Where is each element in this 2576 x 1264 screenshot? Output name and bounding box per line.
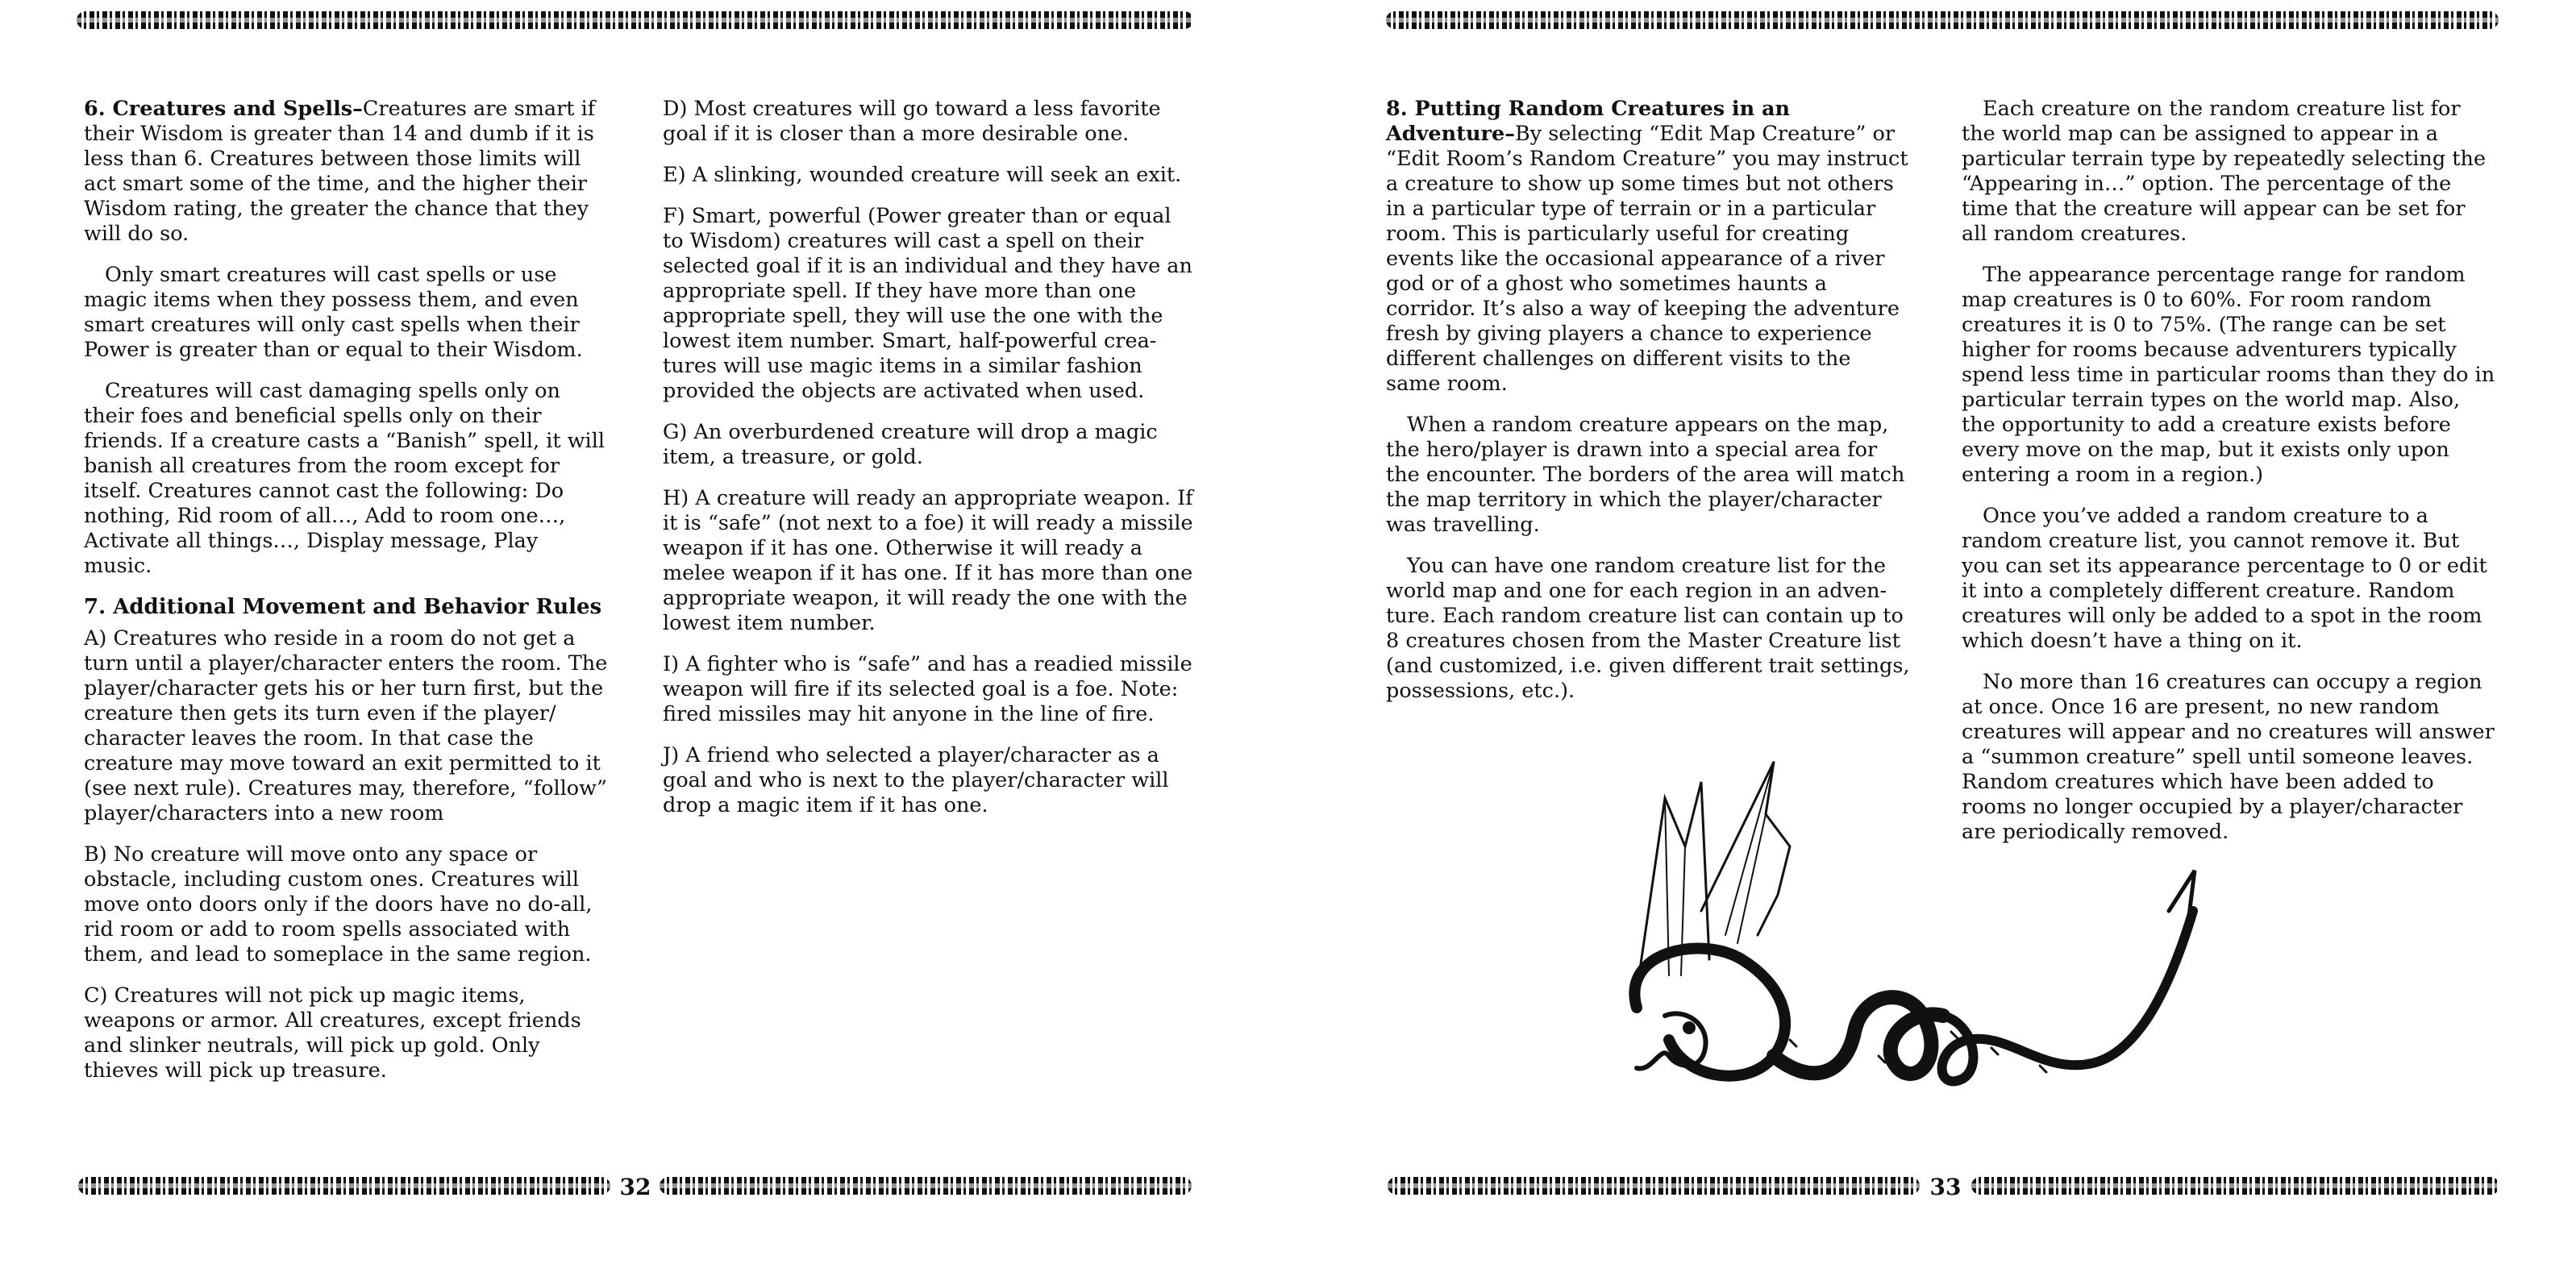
section-6-paragraph-1: 6. Creatures and Spells–Creatures are smart if their Wisdom is greater than 14 and dumb if it is less than 6. Creatures between those limits will act smart some of the time, and the higher their Wisdom rating, the greater the chance that they will do so. [84, 97, 596, 246]
rule-g: G) An overburdened creature will drop a magic item, a treasure, or gold. [663, 420, 1158, 469]
decorative-border-top [1386, 11, 2499, 29]
decorative-border-top [77, 11, 1193, 29]
rule-i: I) A fighter who is “safe” and has a readied missile weapon will fire if its selected goal is a foe. Note: fired missiles may hit anyone in the line of fire. [663, 652, 1192, 726]
random-list-paragraph-4: No more than 16 creatures can occupy a region at once. Once 16 are present, no new random creatures will appear and no creatures will answer a “summon creature” spell until someone leaves. Random creatures which have been added to rooms no longer occupied by a player/character are periodically removed. [1962, 670, 2495, 844]
rule-d: D) Most creatures will go toward a less favorite goal if it is closer than a more desirable one. [663, 97, 1161, 146]
page-number: 33 [1929, 1174, 1962, 1200]
section-6-paragraph-2: Only smart creatures will cast spells or use magic items when they possess them, and even smart creatures will only cast spells when their Power is greater than or equal to their Wisdom. [84, 263, 583, 362]
section-6-paragraph-3: Creatures will cast damaging spells only on their foes and beneficial spells only on their friends. If a creature casts a “Banish” spell, it will banish all creatures from the room except for itself. Creatures cannot cast the following: Do nothing, Rid room of all…, Add to room one…, Activate all things…, Display message, Play music. [84, 379, 606, 578]
rule-b: B) No creature will move onto any space or obstacle, including custom ones. Creatures will move onto doors only if the doors have no do-all, rid room or add to room spells associated with them, and lead to someplace in the same region. [84, 842, 593, 967]
rule-c: C) Creatures will not pick up magic items, weapons or armor. All creatures, except friends and slinker neutrals, will pick up gold. Only thieves will pick up treasure. [84, 983, 581, 1083]
random-list-paragraph-1: Each creature on the random creature list for the world map can be assigned to appear in a particular terrain type by repeatedly selecting the “Appearing in…” option. The percentage of the time that the creature will appear can be set for all random creatures. [1962, 97, 2487, 246]
decorative-border-bottom-left [78, 1177, 610, 1195]
right-column-2 [1962, 97, 2495, 861]
section-6-heading: 6. Creatures and Spells [84, 97, 353, 121]
random-list-paragraph-2: The appearance percentage range for random map creatures is 0 to 60%. For room random creatures it is 0 to 75%. (The range can be set higher for rooms because adventurers typically spend less time in particular rooms than they do in particular terrain types on the world map. Also, the opportunity to add a creature exists before every move on the map, but it exists only upon entering a room in a region.) [1962, 263, 2495, 487]
rule-f: F) Smart, powerful (Power greater than or equal to Wisdom) creatures will cast a spell on their selected goal if it is an individual and they have an appropriate spell. If they have more than one appropriate spell, they will use the one with the lowest item number. Smart, half-powerful crea- tures will use magic items in a similar fashion provided the objects are activated when used. [663, 204, 1192, 403]
section-8-paragraph-1: 8. Putting Random Creatures in an Adventure–By selecting “Edit Map Creature” or “Edit Room’s Random Creature” you may instruct a creature to show up some times but not others in a particular type of terrain or in a particular room. This is particularly useful for creating events like the occasional appearance of a river god or of a ghost who sometimes haunts a corridor. It’s also a way of keeping the adventure fresh by giving players a chance to experience different challenges on different visits to the same room. [1386, 97, 1908, 396]
section-7-heading: 7. Additional Movement and Behavior Rules [84, 595, 602, 619]
decorative-border-bottom-left [1388, 1177, 1920, 1195]
left-column-2 [663, 97, 1193, 834]
rule-j: J) A friend who selected a player/character as a goal and who is next to the player/character will drop a magic item if it has one. [663, 743, 1169, 817]
section-8-heading: 8. Putting Random Creatures in an Adventure [1386, 97, 1791, 146]
page-number: 32 [619, 1174, 651, 1200]
decorative-border-bottom-right [1971, 1177, 2499, 1195]
rule-e: E) A slinking, wounded creature will seek an exit. [663, 163, 1182, 187]
section-8-paragraph-3: You can have one random creature list for the world map and one for each region in an adven- ture. Each random creature list can contain up to 8 creatures chosen from the Master Creature list (and customized, i.e. given different trait settings, possessions, etc.). [1386, 554, 1910, 703]
rule-h: H) A creature will ready an appropriate weapon. If it is “safe” (not next to a foe) it will ready a missile weapon if it has one. Otherwise it will ready a melee weapon if it has one. If it has more than one appropriate weapon, it will ready the one with the lowest item number. [663, 486, 1193, 635]
decorative-border-bottom-right [660, 1177, 1192, 1195]
dragon-illustration [1588, 750, 2217, 1121]
random-list-paragraph-3: Once you’ve added a random creature to a random creature list, you cannot remove it. But you can set its appearance percentage to 0 or edit it into a completely different creature. Random creatures will only be added to a spot in the room which doesn’t have a thing on it. [1962, 504, 2487, 653]
right-column-1 [1386, 97, 1910, 720]
left-column-1 [84, 97, 612, 1100]
rule-a: A) Creatures who reside in a room do not get a turn until a player/character enters the room. The player/character gets his or her turn first, but the creature then gets its turn even if the player/ character leaves the room. In that case the creature may move toward an exit permitted to it (see next rule). Creatures may, therefore, “follow” player/characters into a new room [84, 626, 608, 825]
section-8-paragraph-2: When a random creature appears on the map, the hero/player is drawn into a special area for the encounter. The borders of the area will match the map territory in which the player/character was travelling. [1386, 413, 1905, 537]
